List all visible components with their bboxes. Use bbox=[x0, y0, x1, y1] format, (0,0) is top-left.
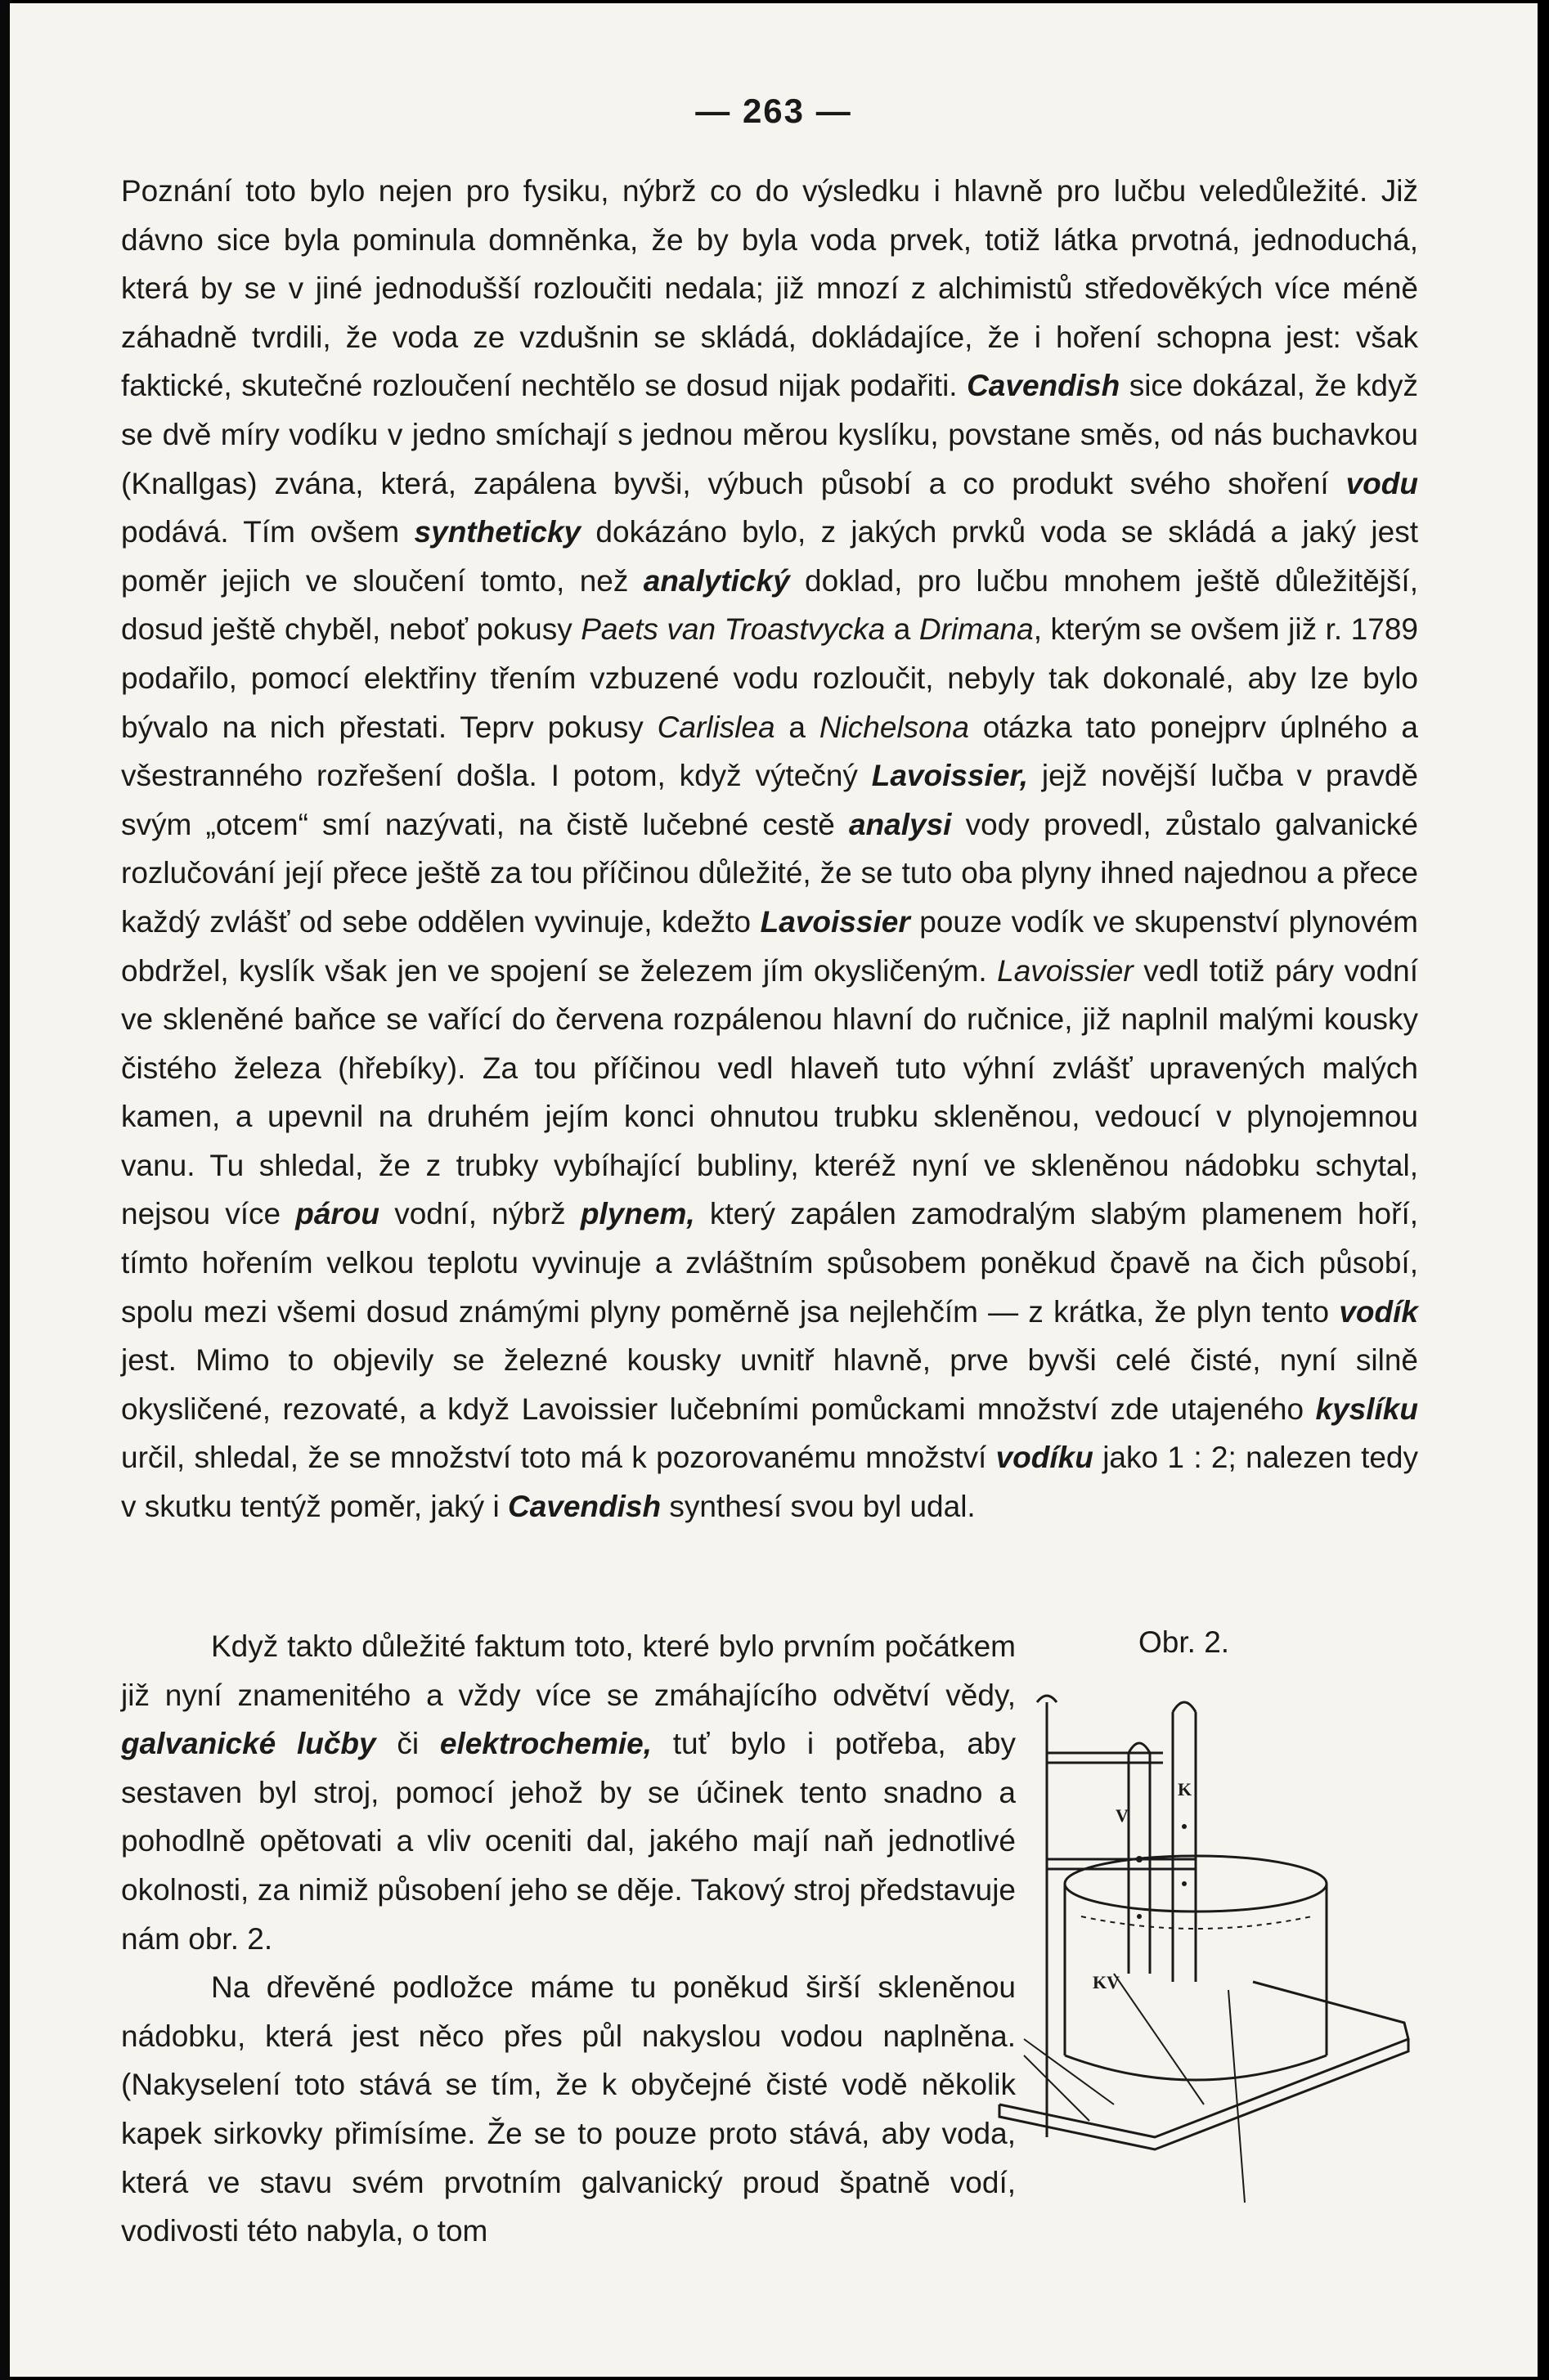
text-run: a bbox=[885, 612, 919, 647]
emphasis: plynem, bbox=[580, 1197, 695, 1231]
book-page bbox=[10, 3, 1538, 2377]
text-run: jejž novější lučba v pravdě svým „otcem“ smí nazývati, na čistě lučebné cestě bbox=[121, 759, 1418, 841]
emphasis: Cavendish bbox=[507, 1490, 662, 1524]
text-run: tuť bylo i potřeba, aby sestaven byl stroj, pomocí jehož by se účinek tento snadno a pohodlně opětovati a vliv oceniti dal, jakého mají naň jednotlivé okolnosti, za nimiž působení jeho se děje. Takový stroj představuje nám obr. 2. bbox=[121, 1727, 1017, 1956]
paragraph-3: Na dřevěné podložce máme tu poněkud širší skleněnou nádobku, která jest něco přes půl nakyslou vodou naplněna. (Nakyselení toto stává se tím, že k obyčejné čisté vodě několik kapek sirkovky přimísíme. Že se to pouze proto stává, aby voda, která ve stavu svém prvotním galvanický proud špatně vodí, vodivosti této nabyla, o tom bbox=[121, 1970, 1016, 2248]
lower-paragraphs bbox=[121, 1622, 1016, 2256]
emphasis: Nichelsona bbox=[819, 710, 969, 744]
text-run: dokázáno bylo, z jakých prvků voda se skládá a jaký jest poměr jejich ve sloučení tomto, než bbox=[121, 515, 1418, 598]
emphasis: Drimana bbox=[918, 612, 1034, 647]
figure-caption: Obr. 2. bbox=[1138, 1625, 1230, 1659]
emphasis: Lavoissier bbox=[997, 953, 1134, 988]
main-paragraph bbox=[121, 167, 1418, 1531]
emphasis: párou bbox=[295, 1197, 380, 1231]
emphasis: analysi bbox=[848, 807, 952, 841]
text-run: pouze vodík ve skupenství plynovém obdržel, kyslík však jen ve spojení se železem jím okysličeným. bbox=[121, 904, 1418, 988]
tube-k-top bbox=[1173, 1702, 1196, 1712]
text-run: či bbox=[375, 1727, 440, 1761]
emphasis: Carlislea bbox=[657, 710, 775, 744]
wooden-base bbox=[999, 1982, 1408, 2137]
text-run: určil, shledal, že se množství toto má k pozorovanému množství bbox=[121, 1441, 996, 1475]
text-run: , kterým se ovšem již r. 1789 podařilo, pomocí elektřiny třením vzbuzené vodu rozloučit, nebyly tak dokonalé, aby lze bylo bývalo na nich přestati. Teprv pokusy bbox=[121, 612, 1418, 744]
bubble bbox=[1136, 1856, 1143, 1862]
emphasis: syntheticky bbox=[414, 515, 581, 549]
wooden-base-edge bbox=[999, 2039, 1408, 2149]
paragraph-2 bbox=[121, 1622, 1016, 1963]
page-number: — 263 — bbox=[695, 92, 852, 130]
label-kv: KV bbox=[1093, 1972, 1120, 1992]
paragraph-1 bbox=[121, 167, 1418, 1531]
electrolysis-apparatus-figure bbox=[991, 1614, 1417, 2235]
electrode-wires bbox=[1114, 1974, 1245, 2203]
emphasis: Paets van Troastvycka bbox=[581, 612, 886, 647]
emphasis: elektrochemie, bbox=[439, 1727, 652, 1761]
emphasis: kyslíku bbox=[1315, 1392, 1418, 1426]
text-run: Když takto důležité faktum toto, které bylo prvním počátkem již nyní znamenitého a vždy více se zmáhajícího odvětví vědy, bbox=[121, 1629, 1016, 1712]
emphasis: Cavendish bbox=[967, 369, 1120, 403]
text-run: jest. Mimo to objevily se železné kousky uvnitř hlavně, prve byvši celé čisté, nyní silně okysličené, rezovaté, a když Lavoissier lučebními pomůckami množství zde utajeného bbox=[121, 1343, 1418, 1426]
bubble bbox=[1137, 1914, 1142, 1919]
support-rod-top bbox=[1037, 1696, 1057, 1702]
emphasis: Lavoissier, bbox=[871, 759, 1029, 793]
text-run: a bbox=[774, 710, 819, 744]
label-k: K bbox=[1178, 1779, 1192, 1800]
tube-v-top bbox=[1129, 1743, 1150, 1753]
text-run: sice dokázal, že když se dvě míry vodíku v jedno smíchají s jednou měrou kyslíku, povstane směs, od nás buchavkou (Knallgas) zvána, která, zapálena byvši, výbuch působí a co produkt svého shoření bbox=[121, 369, 1418, 500]
text-run: jako 1 : 2; nalezen tedy v skutku tentýž poměr, jaký i bbox=[121, 1441, 1418, 1524]
tube-v bbox=[1129, 1753, 1150, 1974]
text-run: otázka tato ponejprv úplného a všestranného rozřešení došla. I potom, když výtečný bbox=[121, 710, 1418, 793]
emphasis: vodík bbox=[1339, 1294, 1418, 1329]
text-run: doklad, pro lučbu mnohem ještě důležitější, dosud ještě chyběl, neboť pokusy bbox=[121, 563, 1418, 647]
clamp-arm-upper bbox=[1047, 1753, 1163, 1763]
emphasis: analytický bbox=[643, 563, 790, 598]
text-run: vody provedl, zůstalo galvanické rozlučování její přece ještě za tou příčinou důležité, že se tuto oba plyny ihned najednou a přece každý zvlášť od sebe oddělen vyvinuje, kdežto bbox=[121, 807, 1418, 939]
label-v: V bbox=[1116, 1805, 1129, 1826]
text-run: Poznání toto bylo nejen pro fysiku, nýbrž co do výsledku i hlavně pro lučbu veledůležité. Již dávno sice byla pominula domněnka, že by byla voda prvek, totiž látka prvotná, jednoduchá, která by se v jiné jednodušší rozloučiti nedala; již mnozí z alchimistů středověkých více méně záhadně tvrdili, že voda ze vzdušnin se skládá, dokládajíce, že i hoření schopna jest: však faktické, skutečné rozloučení nechtělo se dosud nijak podařiti. bbox=[121, 174, 1418, 403]
emphasis: Lavoissier bbox=[760, 904, 910, 939]
emphasis: vodíku bbox=[995, 1441, 1093, 1475]
emphasis: vodu bbox=[1345, 466, 1418, 500]
text-run: synthesí svou byl udal. bbox=[661, 1490, 976, 1524]
text-run: vedl totiž páry vodní ve skleněné baňce se vařící do červena rozpálenou hlavní do ručnice, již naplnil malými kousky čistého železa (hřebíky). Za tou příčinou vedl hlaveň tuto výhní zvlášť upravených malých kamen, a upevnil na druhém jejím konci ohnutou trubku skleněnou, vedoucí v plynojemnou vanu. Tu shledal, že z trubky vybíhající bubliny, kteréž nyní ve skleněnou nádobku schytal, nejsou více bbox=[121, 953, 1419, 1231]
beaker-bottom bbox=[1065, 2055, 1327, 2080]
bubble bbox=[1182, 1881, 1187, 1886]
leader-lines bbox=[1024, 2039, 1114, 2121]
text-run: který zapálen zamodralým slabým plamenem hoří, tímto hořením velkou teplotu vyvinuje a zvláštním spůsobem poněkud čpavě na čich působí, spolu mezi všemi dosud známými plyny poměrně jsa nejlehčím — z krátka, že plyn tento bbox=[121, 1197, 1419, 1329]
emphasis: galvanické lučby bbox=[121, 1727, 376, 1761]
tube-k bbox=[1173, 1712, 1196, 1982]
text-run: vodní, nýbrž bbox=[379, 1197, 581, 1231]
text-run: podává. Tím ovšem bbox=[121, 515, 415, 549]
bubble bbox=[1182, 1824, 1187, 1829]
